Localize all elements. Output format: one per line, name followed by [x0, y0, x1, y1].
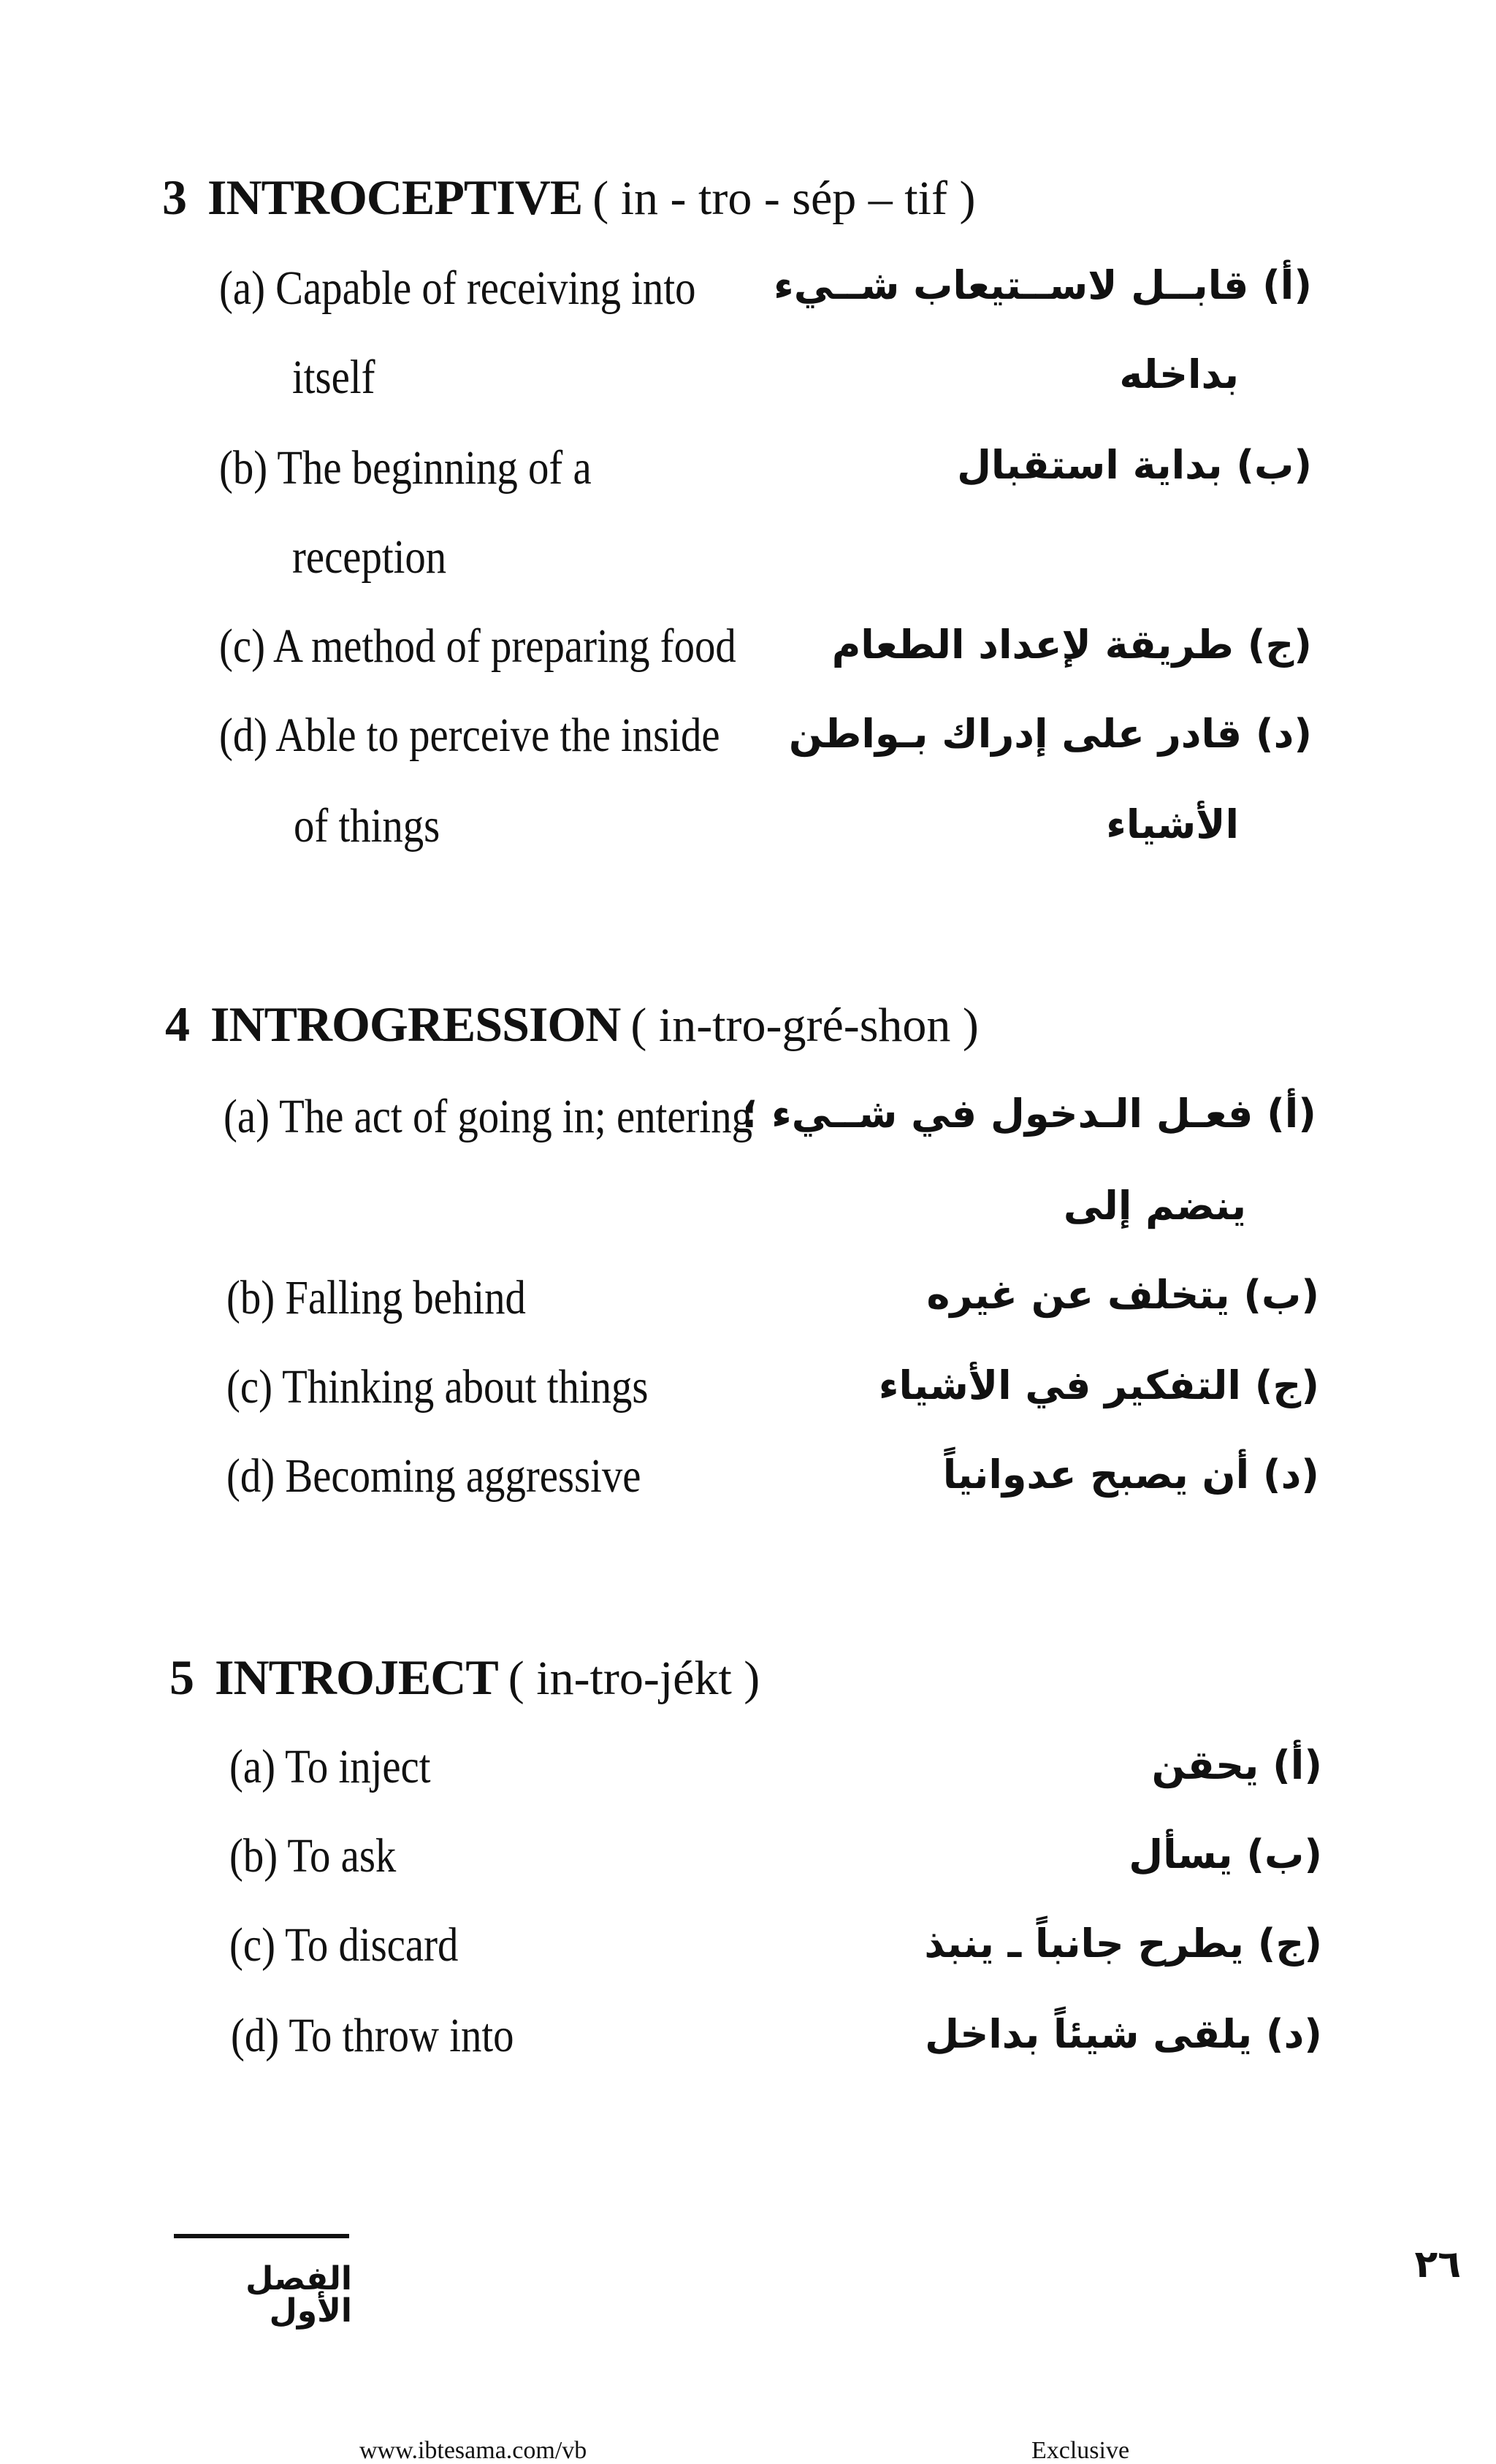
option-a-english: (a) To inject [229, 1740, 431, 1793]
option-b-arabic: (ب) يسأل [1129, 1831, 1322, 1877]
entry-pronunciation: ( in-tro-jékt ) [508, 1652, 760, 1705]
chapter-label: الفصل الأول [245, 2260, 352, 2330]
option-c-english: (c) A method of preparing food [219, 619, 736, 673]
entry-word: INTROGRESSION [210, 996, 621, 1052]
option-b-english-cont: reception [292, 530, 447, 584]
option-c-arabic: (ج) طريقة لإعداد الطعام [831, 622, 1312, 668]
option-c-arabic: (ج) التفكير في الأشياء [878, 1362, 1319, 1408]
option-c-arabic: (ج) يطرح جانباً ـ ينبذ [924, 1921, 1322, 1967]
entry-word: INTROJECT [215, 1649, 498, 1705]
entry-number: 4 [165, 996, 190, 1052]
option-d-english: (d) Becoming aggressive [226, 1449, 641, 1503]
option-a-english: (a) The act of going in; entering [224, 1090, 752, 1143]
option-c-english: (c) To discard [229, 1918, 459, 1972]
entry-heading-introject [169, 1649, 760, 1705]
entry-pronunciation: ( in-tro-gré-shon ) [630, 999, 979, 1052]
option-d-arabic-cont: الأشياء [1106, 801, 1239, 847]
option-d-english: (d) To throw into [231, 2009, 514, 2062]
option-a-arabic-cont: ينضم إلى [1063, 1183, 1246, 1229]
option-d-english: (d) Able to perceive the inside [219, 709, 720, 762]
footer-tag: Exclusive [1031, 2437, 1130, 2464]
option-a-arabic: (أ) قابــل لاســتيعاب شــيء [774, 262, 1312, 308]
option-b-english: (b) To ask [229, 1829, 397, 1883]
entry-number: 5 [169, 1649, 194, 1705]
option-d-arabic: (د) يلقى شيئاً بداخل [925, 2011, 1322, 2057]
option-d-english-cont: of things [294, 799, 440, 853]
entry-pronunciation: ( in - tro - sép – tif ) [592, 172, 976, 225]
entry-word: INTROCEPTIVE [207, 169, 583, 225]
option-d-arabic: (د) أن يصبح عدوانياً [942, 1452, 1319, 1498]
option-b-english: (b) The beginning of a [219, 441, 592, 495]
option-a-arabic: (أ) يحقن [1151, 1742, 1322, 1788]
option-b-english: (b) Falling behind [226, 1271, 526, 1324]
option-b-arabic: (ب) يتخلف عن غيره [926, 1272, 1319, 1318]
option-a-arabic: (أ) فعـل الـدخول في شــيء ؛ [741, 1091, 1316, 1137]
footer-rule [174, 2234, 349, 2238]
entry-heading-introceptive [162, 169, 976, 225]
entry-heading-introgression [165, 996, 979, 1052]
option-c-english: (c) Thinking about things [226, 1360, 649, 1414]
footer-url[interactable]: www.ibtesama.com/vb [359, 2437, 587, 2464]
option-a-arabic-cont: بداخله [1119, 351, 1239, 397]
page-number: ٢٦ [1414, 2243, 1461, 2286]
entry-number: 3 [162, 169, 187, 225]
option-a-english-cont: itself [292, 351, 375, 404]
option-d-arabic: (د) قادر على إدراك بـواطن [788, 711, 1312, 757]
option-a-english: (a) Capable of receiving into [219, 262, 696, 315]
option-b-arabic: (ب) بداية استقبال [957, 442, 1312, 488]
